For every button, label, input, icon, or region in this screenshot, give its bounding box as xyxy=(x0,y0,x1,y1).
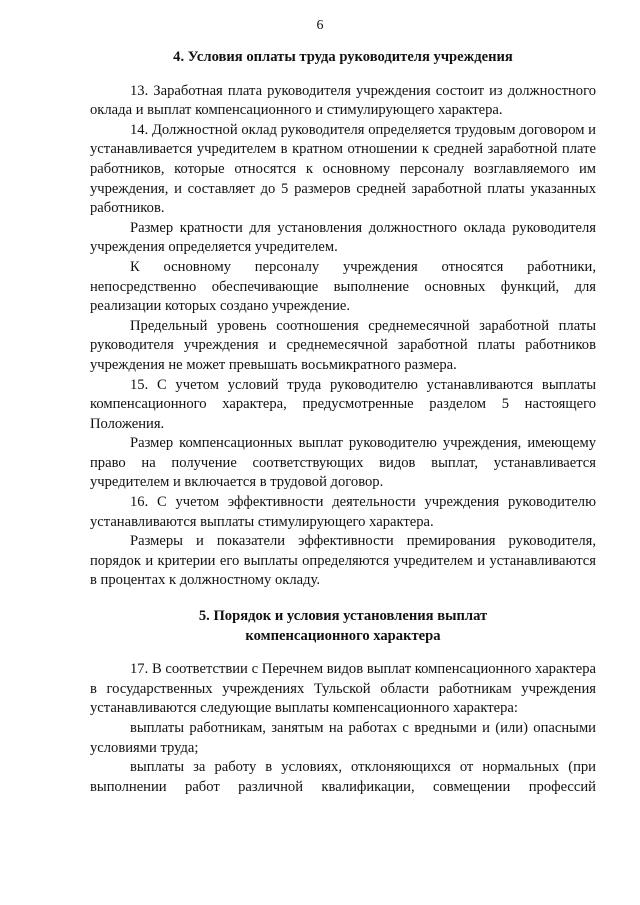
section-5-title-line-2: компенсационного характера xyxy=(245,627,441,644)
document-body xyxy=(90,48,596,797)
paragraph-17-hazardous-work: выплаты работникам, занятым на работах с вредными и (или) опасными условиями труда; xyxy=(90,720,596,756)
paragraph-17: 17. В соответствии с Перечнем видов выплат компенсационного характера в государственных учреждениях Тульской области работникам учреждения устанавливаются следующие выплаты компенсационного характера: xyxy=(90,661,596,717)
section-4-title: 4. Условия оплаты труда руководителя учреждения xyxy=(173,49,513,65)
paragraph-16-bonus-criteria: Размеры и показатели эффективности премирования руководителя, порядок и критерии его выплаты определяются учредителем и устанавливаются в процентах к должностному окладу. xyxy=(90,533,596,589)
section-5-title-line-1: 5. Порядок и условия установления выплат xyxy=(198,608,488,625)
paragraph-14-main-staff: К основному персоналу учреждения относятся работники, непосредственно обеспечивающие выполнение основных функций, для реализации которых создано учреждение. xyxy=(90,258,596,315)
paragraph-16: 16. С учетом эффективности деятельности учреждения руководителю устанавливаются выплаты стимулирующего характера. xyxy=(90,494,596,530)
section-5-title xyxy=(90,607,596,646)
paragraph-15-compensation-size: Размер компенсационных выплат руководителю учреждения, имеющему право на получение соответствующих видов выплат, устанавливается учредителем и включается в трудовой договор. xyxy=(90,435,596,491)
paragraph-15: 15. С учетом условий труда руководителю устанавливаются выплаты компенсационного характера, предусмотренные разделом 5 настоящего Положения. xyxy=(90,376,596,432)
page-number: 6 xyxy=(316,18,324,33)
paragraph-17-abnormal-conditions: выплаты за работу в условиях, отклоняющихся от нормальных (при выполнении работ различной квалификации, совмещении профессий xyxy=(90,759,596,795)
paragraph-13: 13. Заработная плата руководителя учреждения состоит из должностного оклада и выплат компенсационного и стимулирующего характера. xyxy=(90,82,596,119)
paragraph-14: 14. Должностной оклад руководителя определяется трудовым договором и устанавливается учредителем в кратном отношении к средней заработной плате работников, которые относятся к основному персоналу возглавляемого им учреждения, и составляет до 5 размеров средней заработной платы указанных работников. xyxy=(90,121,596,217)
paragraph-14-salary-ratio: Предельный уровень соотношения среднемесячной заработной платы руководителя учреждения и среднемесячной заработной платы работников учреждения не может превышать восьмикратного размера. xyxy=(90,317,596,373)
paragraph-14-multiplicity: Размер кратности для установления должностного оклада руководителя учреждения определяется учредителем. xyxy=(90,219,596,256)
